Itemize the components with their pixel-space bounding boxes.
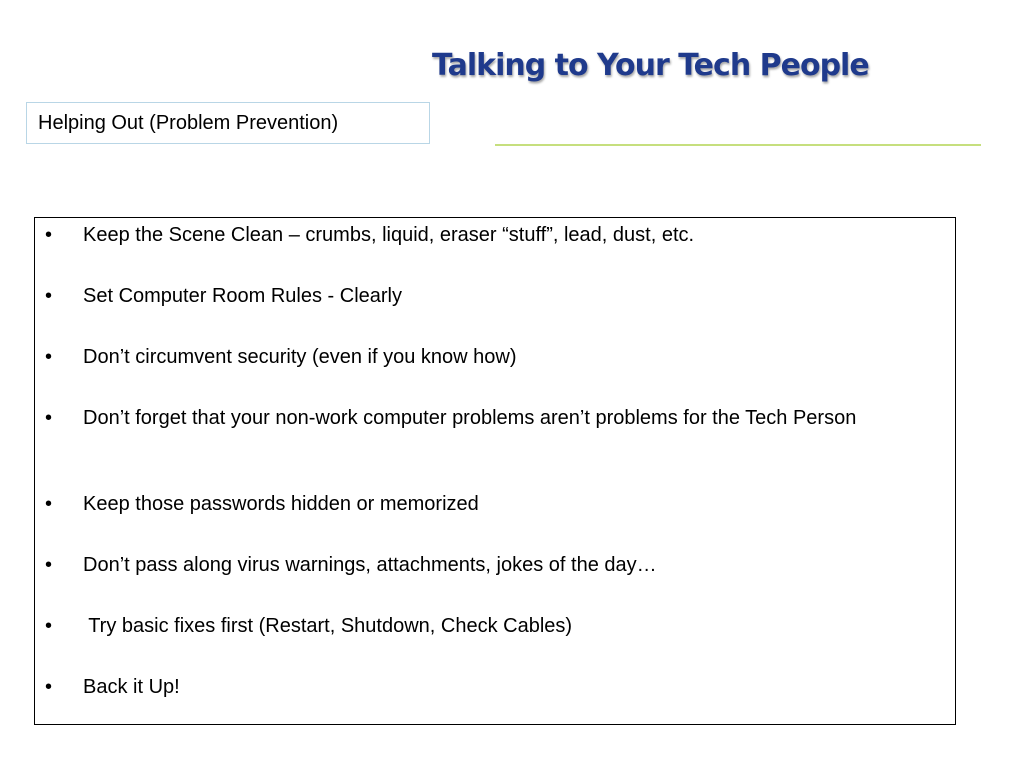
bullet-marker: •: [45, 554, 53, 576]
bullet-item: [35, 345, 935, 369]
bullet-marker: •: [45, 224, 53, 246]
bullet-item: [35, 675, 935, 699]
bullet-text: Don’t circumvent security (even if you know how): [83, 346, 517, 368]
bullet-text: Don’t forget that your non-work computer problems aren’t problems for the Tech Person: [83, 407, 857, 429]
bullet-item: [35, 553, 935, 577]
content-box: [34, 217, 956, 725]
bullet-text: Set Computer Room Rules - Clearly: [83, 285, 402, 307]
subtitle-box: [26, 102, 430, 144]
bullet-marker: •: [45, 407, 53, 429]
bullet-text: Back it Up!: [83, 676, 180, 698]
bullet-text: Try basic fixes first (Restart, Shutdown, Check Cables): [83, 615, 573, 637]
bullet-text: Keep the Scene Clean – crumbs, liquid, eraser “stuff”, lead, dust, etc.: [83, 224, 695, 246]
bullet-item: [35, 406, 935, 430]
slide-title: Talking to Your Tech People: [432, 48, 869, 83]
bullet-marker: •: [45, 346, 53, 368]
bullet-item: [35, 284, 935, 308]
bullet-marker: •: [45, 493, 53, 515]
bullet-marker: •: [45, 615, 53, 637]
bullet-item: [35, 223, 935, 247]
bullet-marker: •: [45, 285, 53, 307]
bullet-item: [35, 614, 935, 638]
bullet-item: [35, 492, 935, 516]
accent-divider-line: [495, 144, 981, 146]
bullet-marker: •: [45, 676, 53, 698]
bullet-text: Keep those passwords hidden or memorized: [83, 493, 479, 515]
bullet-text: Don’t pass along virus warnings, attachments, jokes of the day…: [83, 554, 657, 576]
subtitle-text: Helping Out (Problem Prevention): [38, 111, 339, 134]
